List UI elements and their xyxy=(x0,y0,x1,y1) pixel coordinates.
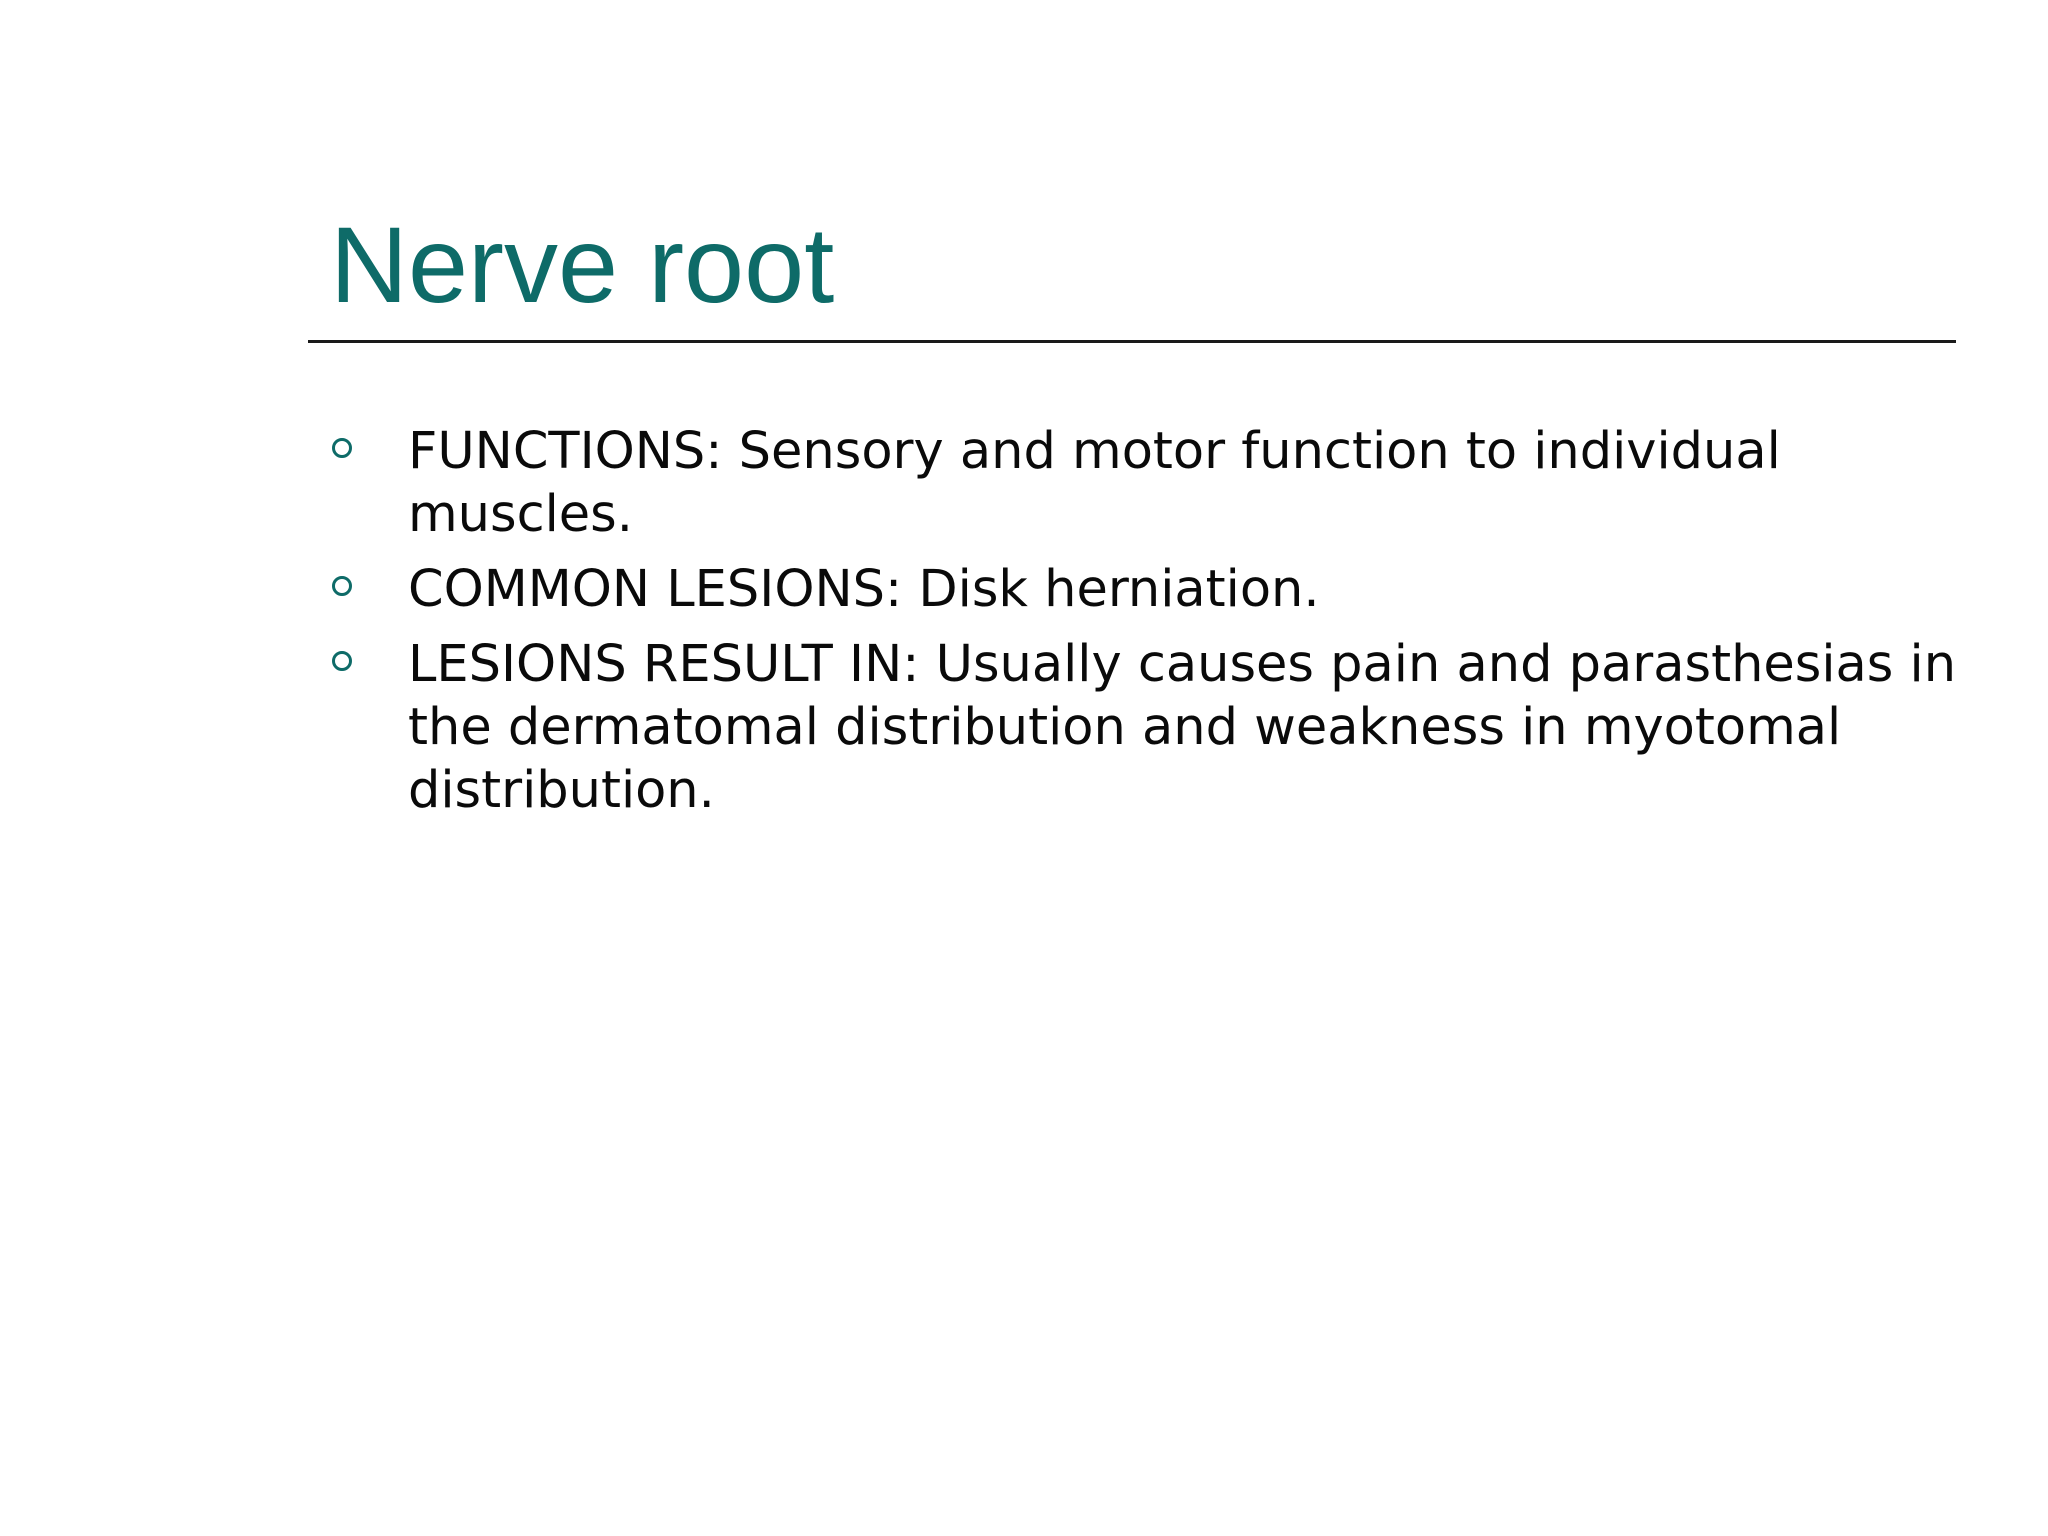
bullet-text: LESIONS RESULT IN: Usually causes pain and parasthesias in the dermatomal distribution and weakness in myotomal distribution. xyxy=(408,635,1957,820)
bullet-item-common-lesions xyxy=(330,558,1960,621)
bullet-text: COMMON LESIONS: Disk herniation. xyxy=(408,560,1320,619)
hollow-circle-icon xyxy=(332,576,352,596)
hollow-circle-icon xyxy=(332,438,352,458)
bullet-text: FUNCTIONS: Sensory and motor function to individual muscles. xyxy=(408,422,1781,544)
bullet-item-lesions-result xyxy=(330,633,1960,822)
bullet-item-functions xyxy=(330,420,1960,546)
slide-title: Nerve root xyxy=(330,204,835,325)
bullet-list xyxy=(330,420,1960,834)
title-divider xyxy=(308,340,1956,343)
hollow-circle-icon xyxy=(332,651,352,671)
